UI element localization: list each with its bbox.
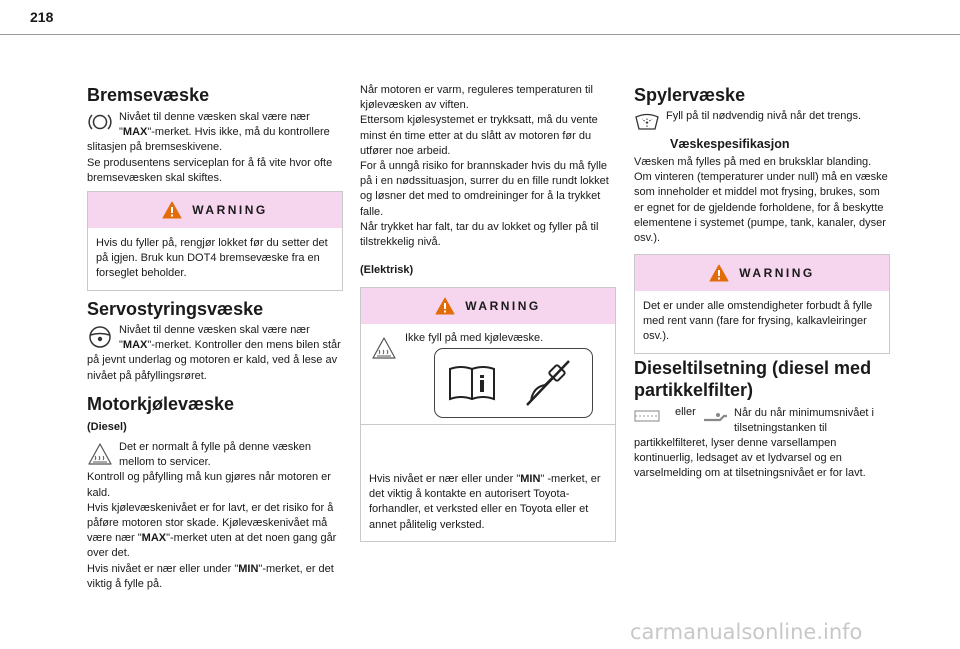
fuel-filler-icon bbox=[702, 411, 728, 423]
coolant-text-2: Kontroll og påfylling må kun gjøres når motoren er kald. bbox=[87, 471, 331, 499]
warning-header bbox=[88, 192, 342, 228]
windscreen-washer-icon bbox=[634, 111, 660, 131]
warning-title: WARNING bbox=[739, 266, 815, 280]
coolant-warning-box bbox=[360, 287, 616, 542]
power-steering-text bbox=[87, 323, 343, 384]
diesel-text-1: Når du når minimumsnivået i tilsetningstanken til bbox=[734, 407, 874, 435]
no-refill-icon bbox=[523, 357, 573, 409]
col2-text-2: Ettersom kjølesystemet er trykksatt, må du vente minst én time etter at du slått av motoren før du utfører noe arbeid. bbox=[360, 114, 598, 157]
coolant-text-1: Det er normalt å fylle på denne væsken mellom to servicer. bbox=[119, 441, 311, 469]
power-steering-title: Servostyringsvæske bbox=[87, 299, 264, 319]
coolant-text-3: Hvis kjølevæskenivået er for lavt, er det risiko for å påføre motoren stor skade. Kjølevæskenivået må være nær "MAX"-merket uten at det noen gang går over det. bbox=[87, 501, 337, 560]
washer-text: Fyll på til nødvendig nivå når det trengs. bbox=[666, 110, 862, 122]
hot-surface-warning-icon bbox=[87, 442, 113, 466]
coolant-electric-label: (Elektrisk) bbox=[360, 264, 414, 276]
warning-header bbox=[635, 255, 889, 291]
brake-warning-text: Hvis du fyller på, rengjør lokket før du setter det på igjen. Bruk kun DOT4 bremsevæske fra en forseglet beholder. bbox=[96, 237, 328, 280]
coolant-text-4: Hvis nivået er nær eller under "MIN"-merket, er det viktig å fylle på. bbox=[87, 562, 334, 590]
diesel-additive-title: Dieseltilsetning (diesel med partikkelfilter) bbox=[634, 358, 872, 400]
spec-text: Væsken må fylles på med en bruksklar blanding. Om vinteren (temperaturer under null) må en væske som inneholder et middel mot frysing, brukes, som er egnet for de gjeldende forholdene, for å beskytte elementene i systemet (pumpe, tank, kanaler, dyser osv.). bbox=[634, 156, 888, 245]
brake-fluid-title: Bremsevæske bbox=[87, 85, 210, 105]
watermark: carmanualsonline.info bbox=[630, 620, 863, 644]
service-symbols-panel bbox=[434, 348, 593, 418]
hot-surface-warning-icon bbox=[371, 336, 397, 360]
col2-text-3: For å unngå risiko for brannskader hvis du må fylle på i en nødssituasjon, surrer du en fille rundt lokket og løsner det med to omdreininger for å la trykket falle. bbox=[360, 160, 609, 218]
steering-wheel-icon bbox=[87, 325, 113, 349]
eller-label: eller bbox=[675, 406, 696, 418]
header-divider bbox=[0, 34, 960, 35]
fluid-spec-text bbox=[634, 155, 890, 246]
washer-warning-text: Det er under alle omstendigheter forbudt å fylle med rent vann (fare for frysing, kalkavleiringer osv.). bbox=[643, 300, 873, 343]
warning-title: WARNING bbox=[192, 203, 268, 217]
coolant-warning-text-1: Ikke fyll på med kjølevæske. bbox=[405, 332, 544, 344]
brake-warning-icon bbox=[87, 112, 113, 132]
col2-text-1: Når motoren er varm, reguleres temperaturen til kjølevæsken av viften. bbox=[360, 84, 593, 112]
warning-triangle-icon bbox=[435, 297, 455, 315]
diesel-text-2: partikkelfilteret, lyser denne varsellampen kontinuerlig, ledsaget av et lydvarsel og en varselmelding om at tilsetningsnivået er for lavt. bbox=[634, 437, 866, 480]
col2-text-4: Når trykket har falt, tar du av lokket og fyller på til tilstrekkelig nivå. bbox=[360, 220, 599, 249]
additive-tank-icon bbox=[634, 409, 660, 423]
warning-title: WARNING bbox=[465, 299, 541, 313]
coolant-continued-text bbox=[360, 83, 616, 250]
page-number: 218 bbox=[30, 9, 54, 25]
steering-text: Nivået til denne væsken skal være nær "MAX"-merket. Kontroller den mens bilen står på jevnt underlag og motoren er kald, ved å lese av nivået på påfyllingsrøret. bbox=[87, 324, 341, 382]
brake-fluid-text bbox=[87, 110, 343, 186]
fluid-spec-title: Væskespesifikasjon bbox=[670, 137, 790, 151]
warning-triangle-icon bbox=[162, 201, 182, 219]
coolant-text bbox=[87, 440, 343, 592]
washer-warning-box bbox=[634, 254, 890, 354]
manual-info-icon bbox=[447, 363, 497, 403]
coolant-title: Motorkjølevæske bbox=[87, 394, 235, 414]
washer-fluid-title: Spylervæske bbox=[634, 85, 746, 105]
warning-triangle-icon bbox=[709, 264, 729, 282]
washer-fluid-text bbox=[634, 109, 890, 131]
coolant-diesel-label: (Diesel) bbox=[87, 421, 127, 433]
warning-divider bbox=[361, 424, 615, 425]
brake-text-1: Nivået til denne væsken skal være nær "MAX"-merket. Hvis ikke, må du kontrollere slitasjen på bremseskivene. bbox=[87, 111, 330, 154]
brake-warning-box bbox=[87, 191, 343, 291]
coolant-warning-text-2: Hvis nivået er nær eller under "MIN" -merket, er det viktig å kontakte en autorisert Toyota-forhandler, et verksted eller en Toyota eller et annet pålitelig verksted. bbox=[369, 473, 601, 531]
warning-header bbox=[361, 288, 615, 324]
brake-text-2: Se produsentens serviceplan for å få vite hvor ofte bremsevæsken skal skiftes. bbox=[87, 156, 333, 184]
